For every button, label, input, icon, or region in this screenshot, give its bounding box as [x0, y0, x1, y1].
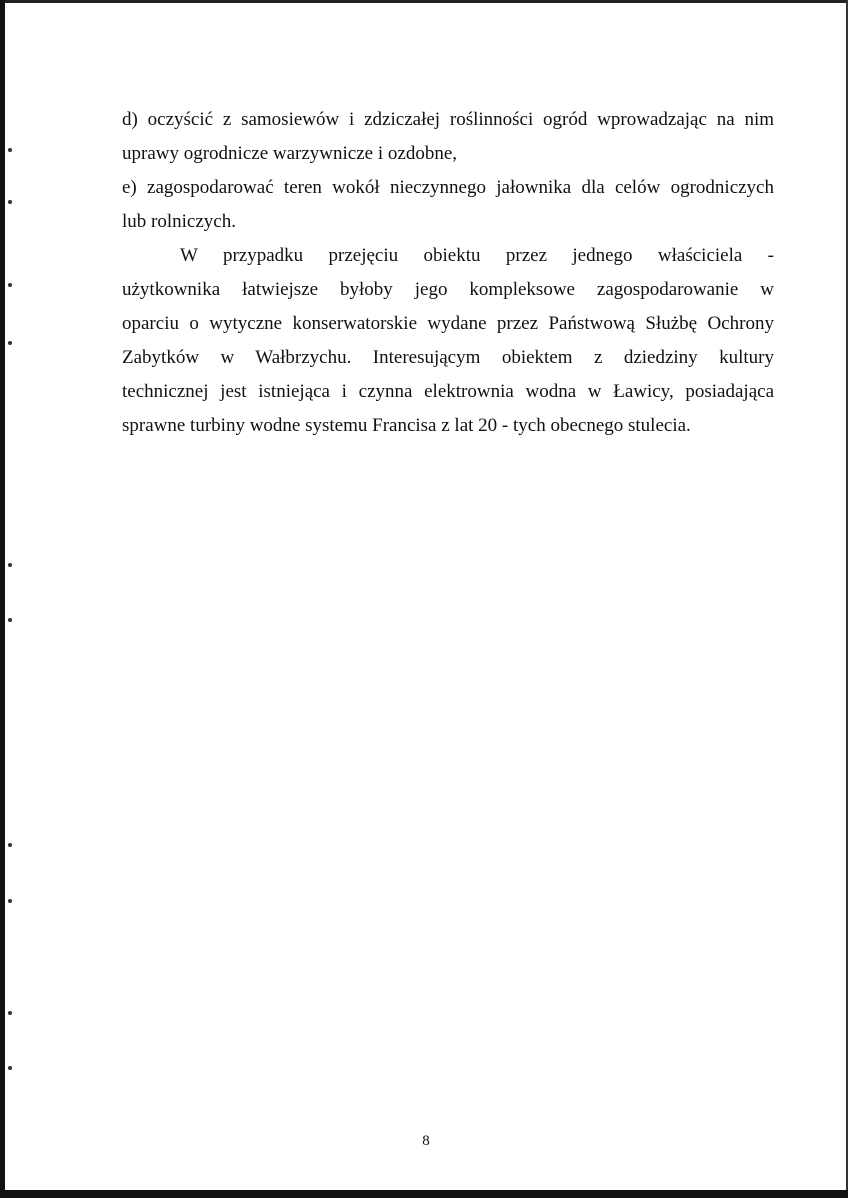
text-line: lub rolniczych.	[122, 211, 236, 232]
scan-speck	[8, 1066, 12, 1070]
scan-edge-top	[0, 0, 848, 3]
scan-speck	[8, 148, 12, 152]
scan-speck	[8, 341, 12, 345]
scan-speck	[8, 618, 12, 622]
scan-speck	[8, 283, 12, 287]
page-number: 8	[422, 1133, 430, 1149]
text-line: Zabytków w Wałbrzychu. Interesującym obiektem z dziedziny kultury	[122, 347, 774, 368]
scan-speck	[8, 1011, 12, 1015]
text-line: uprawy ogrodnicze warzywnicze i ozdobne,	[122, 143, 457, 164]
scan-speck	[8, 200, 12, 204]
scan-speck	[8, 899, 12, 903]
text-line: e) zagospodarować teren wokół nieczynnego jałownika dla celów ogrodniczych	[122, 177, 774, 198]
body-text	[122, 103, 774, 443]
text-line: technicznej jest istniejąca i czynna elektrownia wodna w Ławicy, posiadająca	[122, 381, 774, 402]
scan-edge-left	[0, 0, 5, 1198]
text-line: W przypadku przejęciu obiektu przez jednego właściciela -	[180, 245, 774, 266]
scan-edge-bottom	[0, 1190, 848, 1198]
text-line: użytkownika łatwiejsze byłoby jego kompleksowe zagospodarowanie w	[122, 279, 774, 300]
text-line: oparciu o wytyczne konserwatorskie wydane przez Państwową Służbę Ochrony	[122, 313, 774, 334]
scan-speck	[8, 563, 12, 567]
scan-speck	[8, 843, 12, 847]
text-line: d) oczyścić z samosiewów i zdziczałej roślinności ogród wprowadzając na nim	[122, 109, 774, 130]
text-line: sprawne turbiny wodne systemu Francisa z lat 20 - tych obecnego stulecia.	[122, 415, 691, 436]
